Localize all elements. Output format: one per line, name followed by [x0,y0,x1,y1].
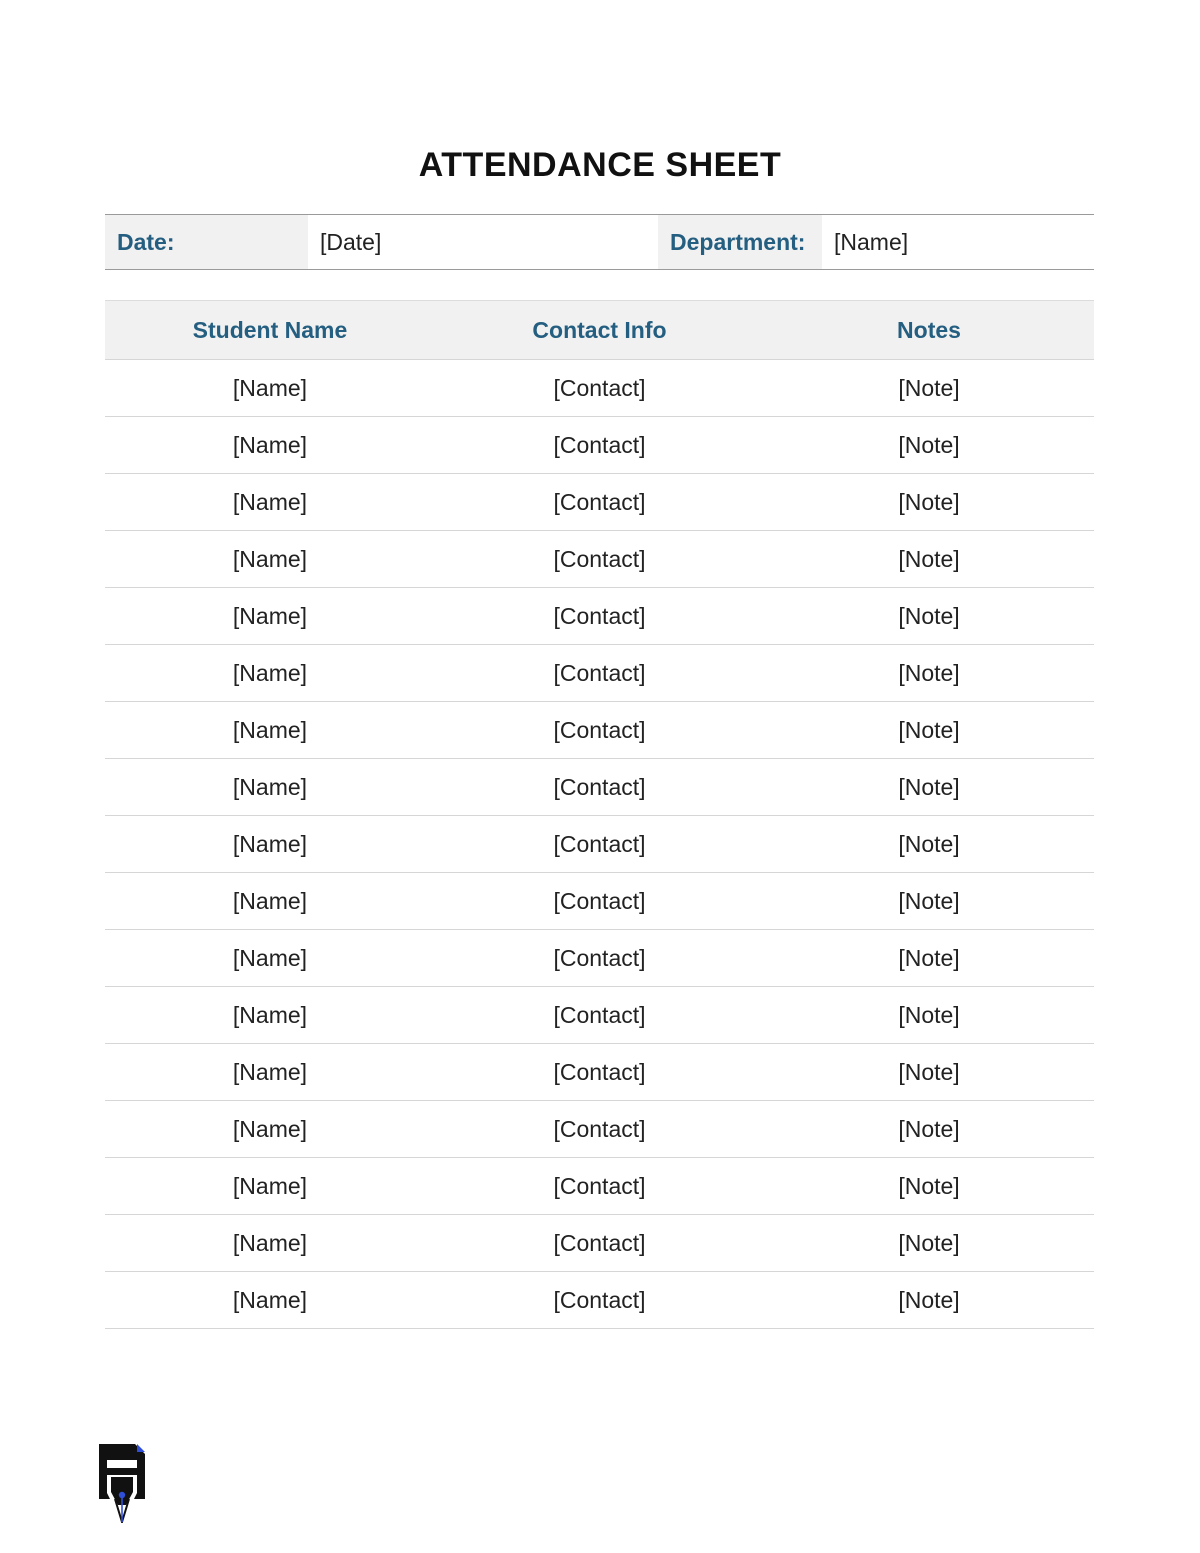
student-name-cell[interactable]: [Name] [105,1101,435,1158]
contact-info-cell[interactable]: [Contact] [435,1215,764,1272]
table-row [105,474,1094,531]
contact-info-cell[interactable]: [Contact] [435,645,764,702]
notes-cell[interactable]: [Note] [764,1158,1094,1215]
student-name-cell[interactable]: [Name] [105,930,435,987]
table-row [105,759,1094,816]
table-row [105,930,1094,987]
contact-info-cell[interactable]: [Contact] [435,1158,764,1215]
student-name-cell[interactable]: [Name] [105,702,435,759]
contact-info-cell[interactable]: [Contact] [435,474,764,531]
contact-info-cell[interactable]: [Contact] [435,873,764,930]
notes-cell[interactable]: [Note] [764,1101,1094,1158]
table-row [105,816,1094,873]
table-row [105,1101,1094,1158]
student-name-cell[interactable]: [Name] [105,759,435,816]
notes-cell[interactable]: [Note] [764,417,1094,474]
table-row [105,702,1094,759]
student-name-cell[interactable]: [Name] [105,417,435,474]
table-row [105,1044,1094,1101]
contact-info-cell[interactable]: [Contact] [435,588,764,645]
attendance-table [105,300,1094,1329]
table-row [105,588,1094,645]
notes-cell[interactable]: [Note] [764,531,1094,588]
date-field[interactable]: [Date] [308,215,658,269]
student-name-cell[interactable]: [Name] [105,474,435,531]
page-title: ATTENDANCE SHEET [418,146,782,184]
notes-cell[interactable]: [Note] [764,1044,1094,1101]
student-name-cell[interactable]: [Name] [105,1044,435,1101]
table-row [105,531,1094,588]
student-name-cell[interactable]: [Name] [105,816,435,873]
contact-info-cell[interactable]: [Contact] [435,987,764,1044]
notes-cell[interactable]: [Note] [764,474,1094,531]
notes-cell[interactable]: [Note] [764,930,1094,987]
student-name-cell[interactable]: [Name] [105,1215,435,1272]
student-name-cell[interactable]: [Name] [105,1272,435,1329]
student-name-cell[interactable]: [Name] [105,588,435,645]
fountain-pen-document-logo-icon [98,1443,146,1523]
student-name-cell[interactable]: [Name] [105,987,435,1044]
contact-info-cell[interactable]: [Contact] [435,1044,764,1101]
student-name-cell[interactable]: [Name] [105,360,435,417]
table-row [105,873,1094,930]
contact-info-cell[interactable]: [Contact] [435,702,764,759]
student-name-cell[interactable]: [Name] [105,531,435,588]
contact-info-cell[interactable]: [Contact] [435,759,764,816]
contact-info-cell[interactable]: [Contact] [435,816,764,873]
table-row [105,360,1094,417]
contact-info-cell[interactable]: [Contact] [435,1272,764,1329]
department-field[interactable]: [Name] [822,215,1094,269]
student-name-cell[interactable]: [Name] [105,1158,435,1215]
contact-info-cell[interactable]: [Contact] [435,360,764,417]
column-header-student-name: Student Name [105,301,435,360]
table-row [105,417,1094,474]
notes-cell[interactable]: [Note] [764,645,1094,702]
column-header-notes: Notes [764,301,1094,360]
notes-cell[interactable]: [Note] [764,588,1094,645]
header-info-table [105,214,1094,270]
table-row [105,1272,1094,1329]
contact-info-cell[interactable]: [Contact] [435,531,764,588]
student-name-cell[interactable]: [Name] [105,873,435,930]
notes-cell[interactable]: [Note] [764,1272,1094,1329]
table-header-row [105,301,1094,360]
department-label: Department: [658,215,822,269]
table-row [105,1215,1094,1272]
contact-info-cell[interactable]: [Contact] [435,1101,764,1158]
notes-cell[interactable]: [Note] [764,873,1094,930]
column-header-contact-info: Contact Info [435,301,764,360]
notes-cell[interactable]: [Note] [764,1215,1094,1272]
notes-cell[interactable]: [Note] [764,759,1094,816]
contact-info-cell[interactable]: [Contact] [435,930,764,987]
notes-cell[interactable]: [Note] [764,702,1094,759]
notes-cell[interactable]: [Note] [764,816,1094,873]
notes-cell[interactable]: [Note] [764,360,1094,417]
table-row [105,1158,1094,1215]
date-label: Date: [105,215,308,269]
contact-info-cell[interactable]: [Contact] [435,417,764,474]
notes-cell[interactable]: [Note] [764,987,1094,1044]
student-name-cell[interactable]: [Name] [105,645,435,702]
table-row [105,987,1094,1044]
table-row [105,645,1094,702]
